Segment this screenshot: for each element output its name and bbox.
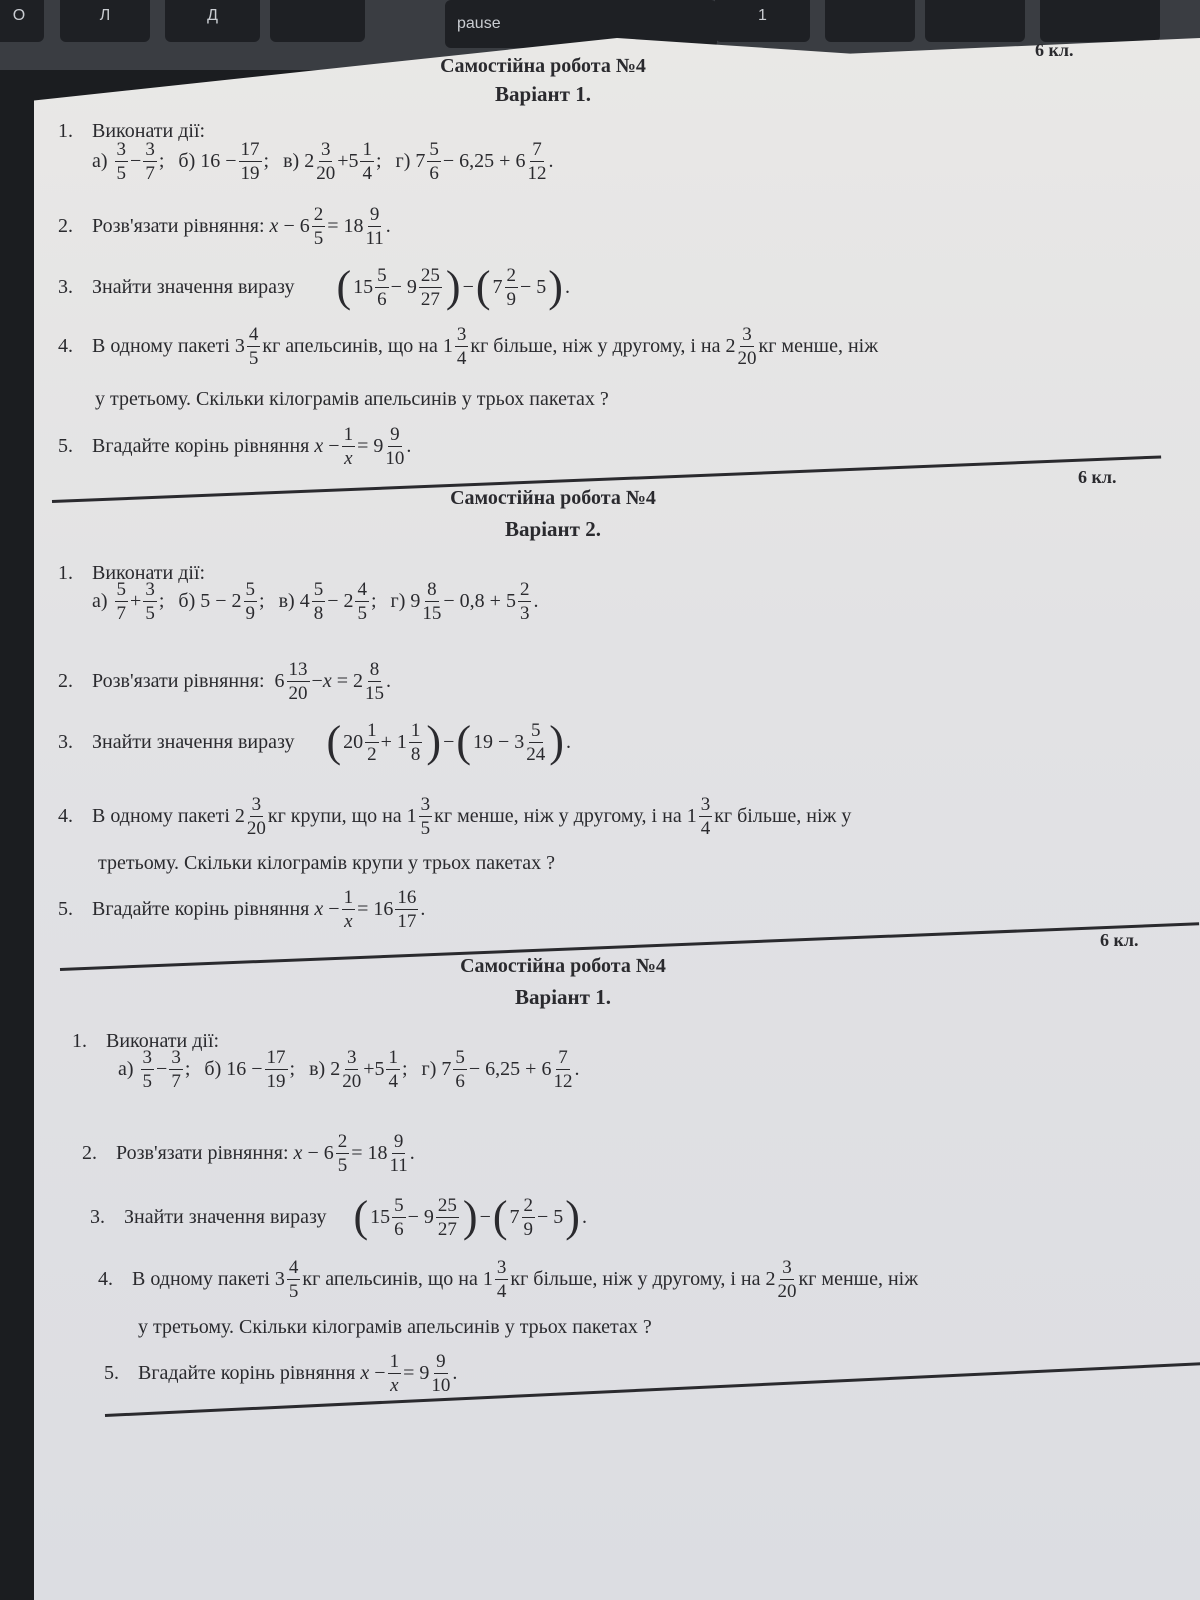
keyboard-key: Д xyxy=(165,0,260,42)
keyboard-key: 1 xyxy=(715,0,810,42)
task-4: 4. В одному пакеті 3 $\frac{4}{5}$ кг апельсинів, що на 1 $\frac{3}{4}$ кг більше, ніж у другому, і на 2 $\frac{3}{20}$ кг менше, ніж xyxy=(98,1257,919,1302)
worksheet-title: Самостійна робота №4 xyxy=(440,55,646,77)
task-2: 2. Розв'язати рівняння: 6 $\frac{13}{20}$ − x = 2 $\frac{8}{15}$ . xyxy=(58,659,391,704)
task-1-items: а) $\frac{3}{5}$ − $\frac{3}{7}$ ; б) 16 − $\frac{17}{19}$ ; в) 2 $\frac{3}{20}$ +5 $\frac{1}{4}$ ; г) 7 $\frac{5}{6}$ − 6,25 + 6 $\frac{7}{12}$ . xyxy=(118,1047,580,1092)
task-5: 5. Вгадайте корінь рівняння x − $\frac{1}{x}$ = 16 $\frac{16}{17}$ . xyxy=(58,887,426,932)
task-2: 2. Розв'язати рівняння: x − 6 $\frac{2}{5}$ = 18 $\frac{9}{11}$ . xyxy=(58,204,391,249)
task-1: 1. Виконати дії: xyxy=(58,120,206,142)
task-4: 4. В одному пакеті 2 $\frac{3}{20}$ кг крупи, що на 1 $\frac{3}{5}$ кг менше, ніж у другому, і на 1 $\frac{3}{4}$ кг більше, ніж у xyxy=(58,794,852,839)
task-4-continued: у третьому. Скільки кілограмів апельсинів у трьох пакетах ? xyxy=(138,1316,652,1338)
task-3: 3. Знайти значення виразу ( 15 $\frac{5}{6}$ − 9 $\frac{25}{27}$ ) − ( 7 $\frac{2}{9}$ − 5 ) . xyxy=(58,262,570,311)
keyboard-key-pause: pause xyxy=(445,0,717,48)
variant-label: Варіант 1. xyxy=(495,82,591,106)
task-5: 5. Вгадайте корінь рівняння x − $\frac{1}{x}$ = 9 $\frac{9}{10}$ . xyxy=(58,424,412,469)
task-4-continued: третьому. Скільки кілограмів крупи у трьох пакетах ? xyxy=(98,852,556,874)
task-text: Виконати дії: xyxy=(92,120,206,142)
task-3: 3. Знайти значення виразу ( 15 $\frac{5}{6}$ − 9 $\frac{25}{27}$ ) − ( 7 $\frac{2}{9}$ − 5 ) . xyxy=(90,1192,587,1241)
task-1-items: а) $\frac{5}{7}$ + $\frac{3}{5}$ ; б) 5 − 2 $\frac{5}{9}$ ; в) 4 $\frac{5}{8}$ − 2 $\frac{4}{5}$ ; г) 9 $\frac{8}{15}$ − 0,8 + 5 $\frac{2}{3}$ . xyxy=(92,579,539,624)
task-4: 4. В одному пакеті 3 $\frac{4}{5}$ кг апельсинів, що на 1 $\frac{3}{4}$ кг більше, ніж у другому, і на 2 $\frac{3}{20}$ кг менше, ніж xyxy=(58,324,879,369)
task-1: 1. Виконати дії: xyxy=(72,1030,220,1052)
variant-label: Варіант 1. xyxy=(515,985,611,1009)
keyboard-key: Л xyxy=(60,0,150,42)
worksheet-title: Самостійна робота №4 xyxy=(450,487,656,509)
worksheet-title: Самостійна робота №4 xyxy=(460,955,666,977)
task-4-continued: у третьому. Скільки кілограмів апельсинів у трьох пакетах ? xyxy=(95,388,609,410)
task-5: 5. Вгадайте корінь рівняння x − $\frac{1}{x}$ = 9 $\frac{9}{10}$ . xyxy=(104,1351,458,1396)
grade-label: 6 кл. xyxy=(1035,40,1074,60)
keyboard-key: О xyxy=(0,0,44,42)
task-2: 2. Розв'язати рівняння: x − 6 $\frac{2}{5}$ = 18 $\frac{9}{11}$ . xyxy=(82,1131,415,1176)
task-1: 1. Виконати дії: xyxy=(58,562,206,584)
grade-label: 6 кл. xyxy=(1078,467,1117,487)
task-1-items: а) $\frac{3}{5}$ − $\frac{3}{7}$ ; б) 16 − $\frac{17}{19}$ ; в) 2 $\frac{3}{20}$ +5 $\frac{1}{4}$ ; г) 7 $\frac{5}{6}$ − 6,25 + 6 $\frac{7}{12}$ . xyxy=(92,139,554,184)
grade-label: 6 кл. xyxy=(1100,930,1139,950)
task-3: 3. Знайти значення виразу ( 20 $\frac{1}{2}$ + 1 $\frac{1}{8}$ ) − ( 19 − 3 $\frac{5}{24}$ ) . xyxy=(58,717,571,766)
variant-label: Варіант 2. xyxy=(505,517,601,541)
